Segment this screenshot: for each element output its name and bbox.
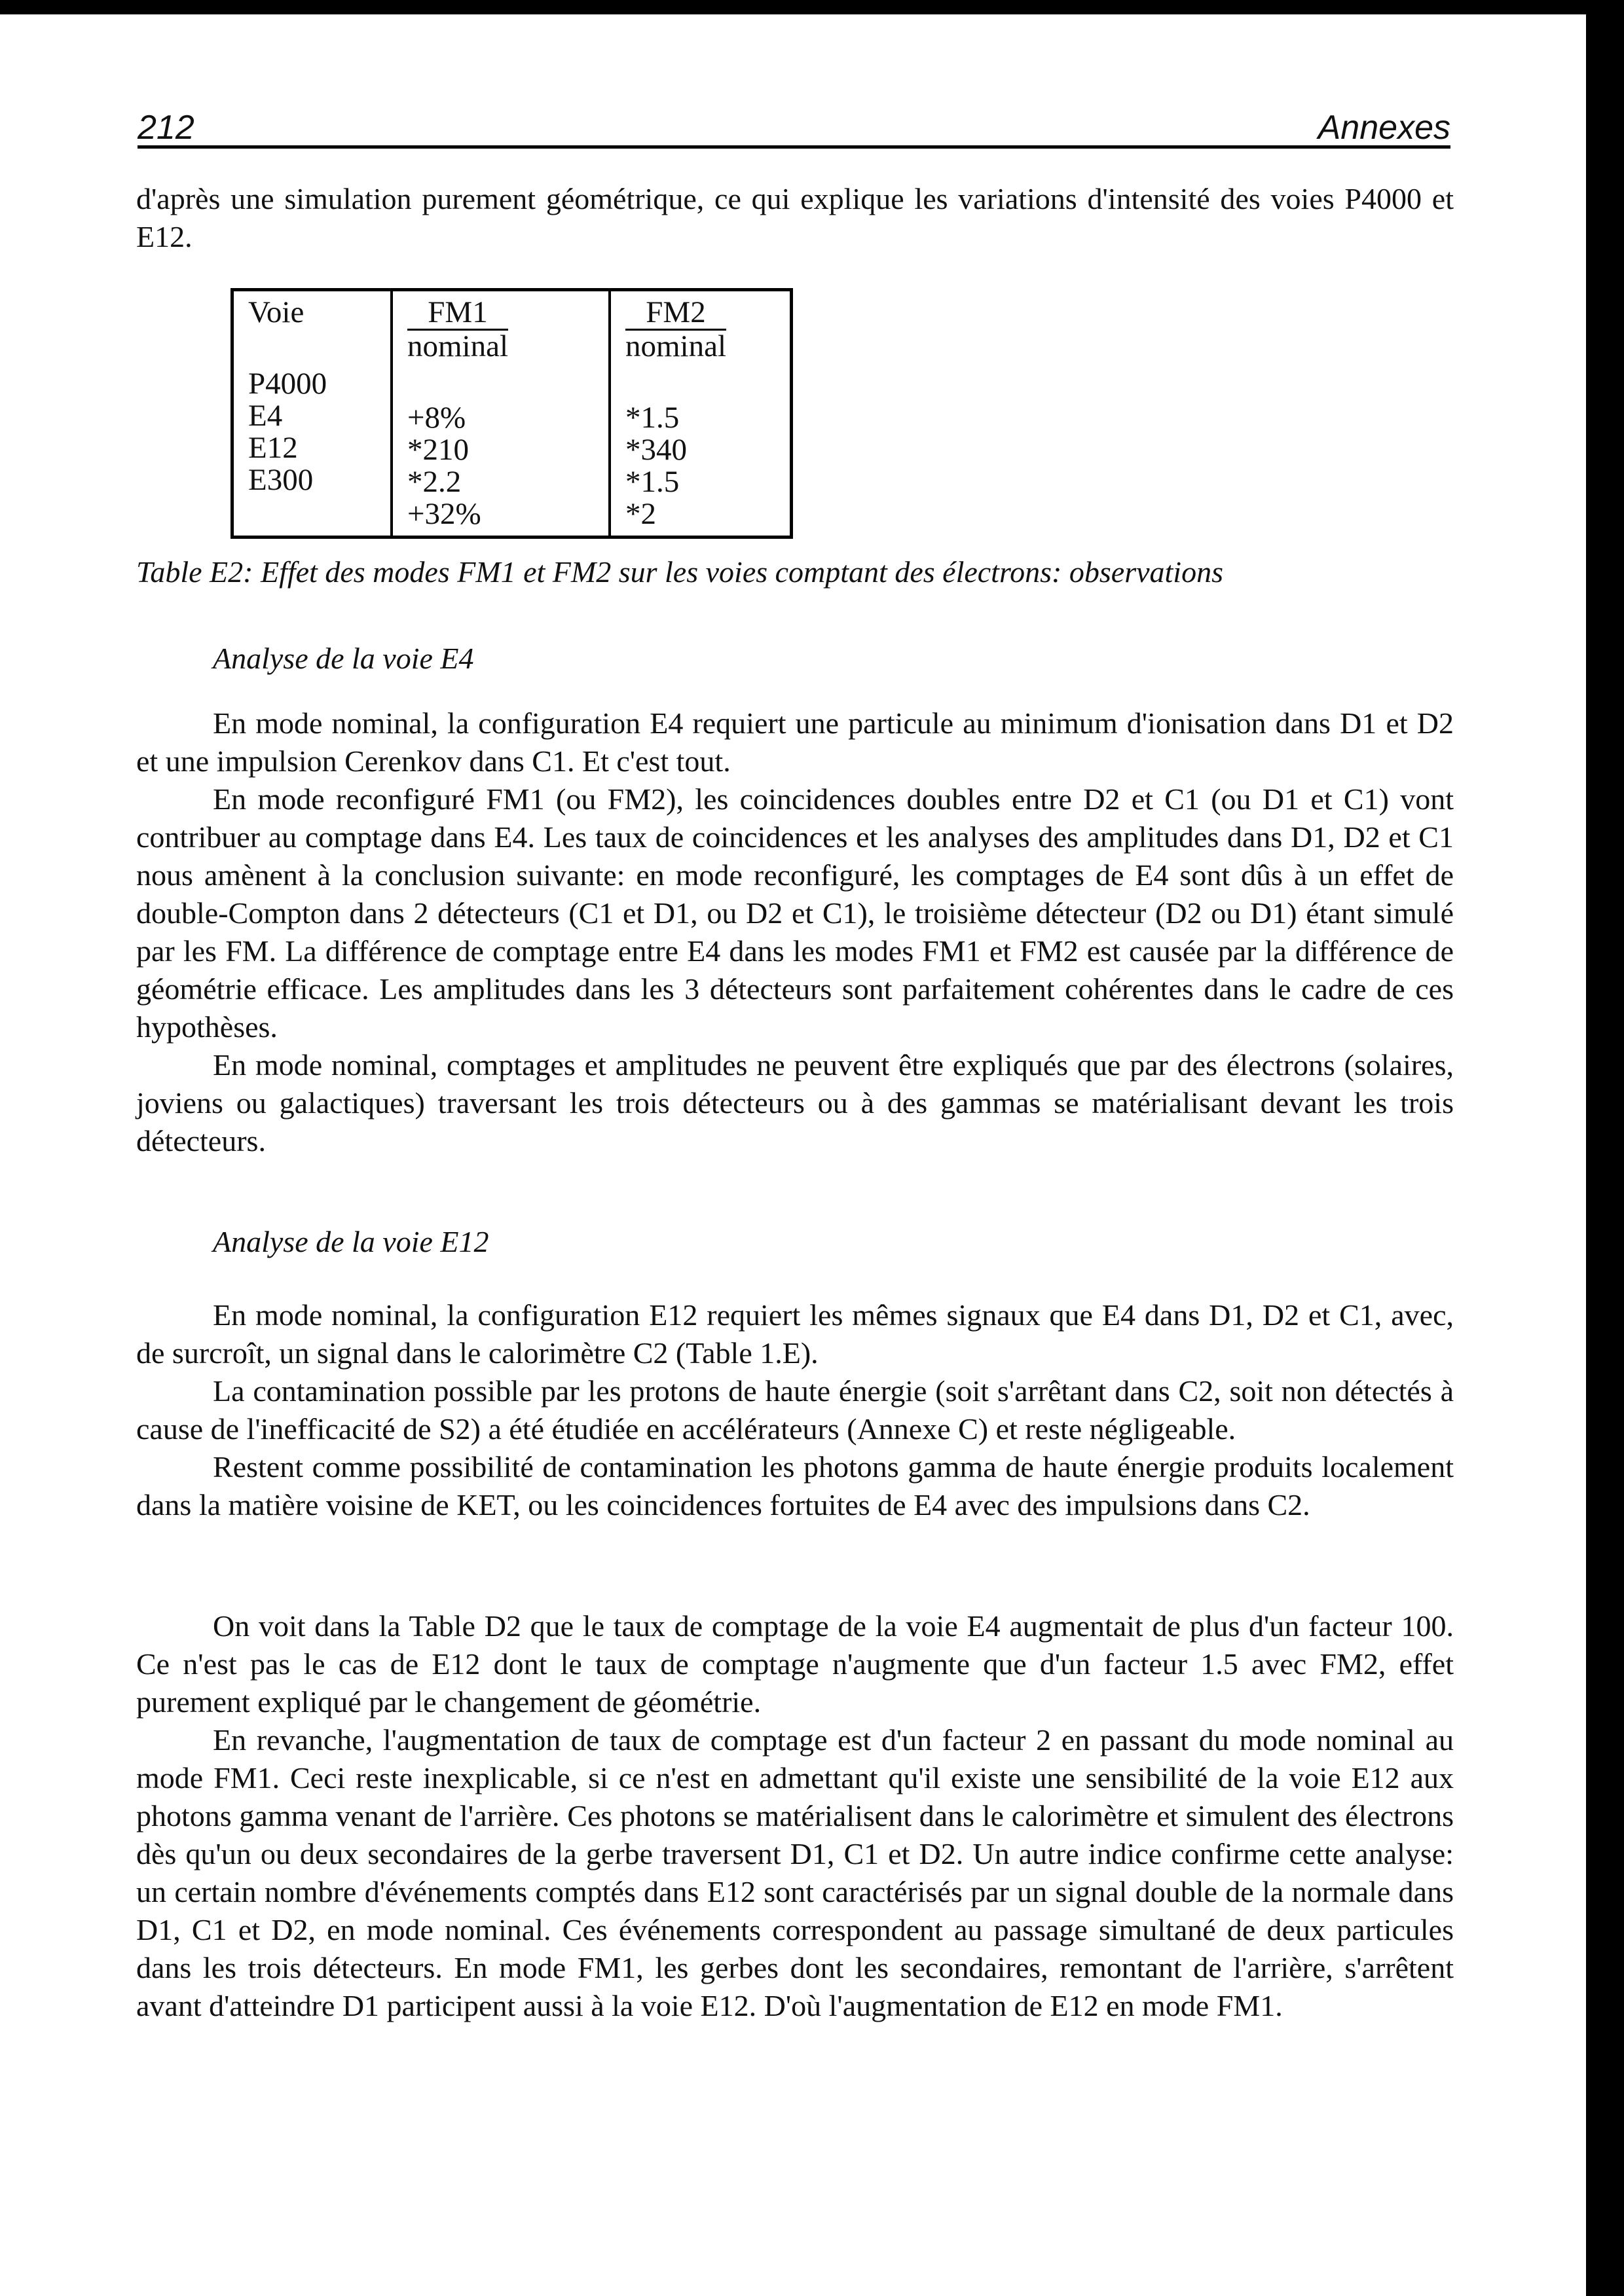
voie-list [248,368,376,496]
table-cell: P4000 [248,367,327,401]
fm2-list [625,402,775,530]
table-cell: *2.2 [407,465,462,499]
section-e4-body [136,704,1454,1160]
fm1-list [407,402,594,530]
table-cell: E300 [248,463,314,497]
table-cell: E4 [248,399,283,433]
paragraph: En mode reconfiguré FM1 (ou FM2), les coincidences doubles entre D2 et C1 (ou D1 et C1) vont contribuer au comptage dans E4. Les taux de coincidences et les analyses des amplitudes dans D1, D2 et C1 nous amènent à la conclusion suivante: en mode reconfiguré, les comptages de E4 sont dûs à un effet de double-Compton dans 2 détecteurs (C1 et D1, ou D2 et C1), le troisième détecteur (D2 ou D1) étant simulé par les FM. La différence de comptage entre E4 dans les modes FM1 et FM2 est causée par la différence de géométrie efficace. Les amplitudes dans les 3 détecteurs sont parfaitement cohérentes dans le cadre de ces hypothèses. [136,782,1454,1044]
table-cell: +8% [407,401,466,435]
table-cell: *1.5 [625,401,680,435]
paragraph: On voit dans la Table D2 que le taux de comptage de la voie E4 augmentait de plus d'un facteur 100. Ce n'est pas le cas de E12 dont le taux de comptage n'augmente que d'un facteur 1.5 avec FM2, effet purement expliqué par le changement de géométrie. [136,1609,1454,1719]
fm1-denominator: nominal [407,329,509,363]
section-title: Annexes [1318,109,1450,147]
paragraph: En mode nominal, comptages et amplitudes ne peuvent être expliqués que par des électrons (solaires, joviens ou galactiques) traversant les trois détecteurs ou à des gammas se matérialisant devant les trois détecteurs. [136,1048,1454,1157]
table-cell: E12 [248,431,298,465]
table-cell: *2 [625,497,656,531]
page-number: 212 [138,109,194,147]
section-heading-e4: Analyse de la voie E4 [213,642,474,675]
table-cell: +32% [407,497,481,531]
table-header-fm1 [407,297,508,363]
paragraph: En mode nominal, la configuration E12 requiert les mêmes signaux que E4 dans D1, D2 et C1, avec, de surcroît, un signal dans le calorimètre C2 (Table 1.E). [136,1298,1454,1370]
paragraph: La contamination possible par les protons de haute énergie (soit s'arrêtant dans C2, soit non détectés à cause de l'inefficacité de S2) a été étudiée en accélérateurs (Annexe C) et reste négligeable. [136,1374,1454,1446]
fm1-label: FM1 [407,297,508,331]
scan-top-border [0,0,1624,14]
scan-right-border [1586,0,1624,2296]
closing-body [136,1607,1454,2025]
table-cell: *210 [407,433,469,467]
results-table [231,288,793,539]
paragraph: Restent comme possibilité de contamination les photons gamma de haute énergie produits localement dans la matière voisine de KET, ou les coincidences fortuites de E4 avec des impulsions dans C2. [136,1450,1454,1522]
intro-block [136,180,1454,256]
table-col-voie [232,290,392,538]
paragraph: En revanche, l'augmentation de taux de comptage est d'un facteur 2 en passant du mode nominal au mode FM1. Ceci reste inexplicable, si ce n'est en admettant qu'il existe une sensibilité de la voie E12 aux photons gamma venant de l'arrière. Ces photons se matérialisent dans le calorimètre et simulent des électrons dès qu'un ou deux secondaires de la gerbe traversent D1, C1 et D2. Un autre indice confirme cette analyse: un certain nombre d'événements comptés dans E12 sont caractérisés par un signal double de la normale dans D1, C1 et D2, en mode nominal. Ces événements correspondent au passage simultané de deux particules dans les trois détecteurs. En mode FM1, les gerbes dont les secondaires, remontant de l'arrière, s'arrêtent avant d'atteindre D1 participent aussi à la voie E12. D'où l'augmentation de E12 en mode FM1. [136,1723,1454,2022]
table-header-fm2 [625,297,726,363]
table-col-fm1 [392,290,610,538]
table-cell: *1.5 [625,465,680,499]
fm2-label: FM2 [625,297,726,331]
running-header [138,105,1450,149]
table-header-voie: Voie [248,295,304,329]
section-e12-body [136,1296,1454,1524]
table-caption: Table E2: Effet des modes FM1 et FM2 sur les voies comptant des électrons: observations [136,555,1223,589]
paragraph: En mode nominal, la configuration E4 requiert une particule au minimum d'ionisation dans D1 et D2 et une impulsion Cerenkov dans C1. Et c'est tout. [136,706,1454,778]
section-heading-e12: Analyse de la voie E12 [213,1225,489,1258]
fm2-denominator: nominal [625,329,727,363]
intro-paragraph: d'après une simulation purement géométrique, ce qui explique les variations d'intensité des voies P4000 et E12. [136,182,1454,253]
table-cell: *340 [625,433,687,467]
table-col-fm2 [610,290,792,538]
